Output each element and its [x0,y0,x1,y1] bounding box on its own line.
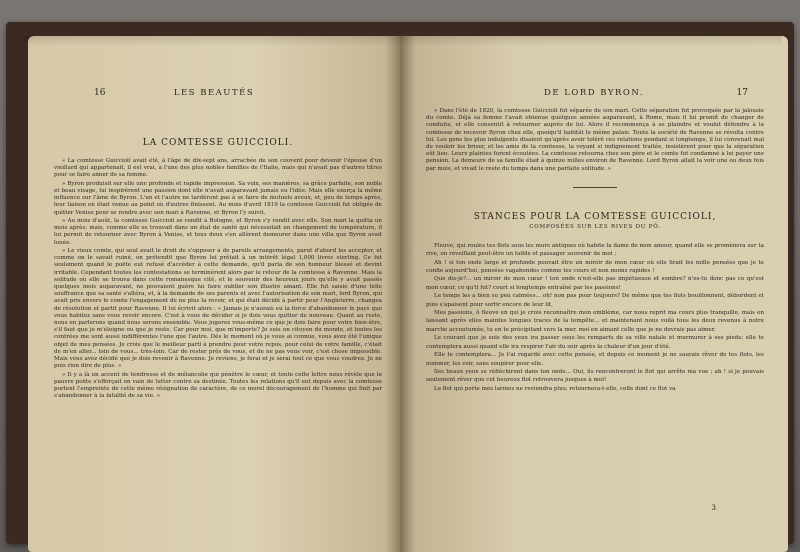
left-paragraph: » Byron produisit sur elle une profonde et rapide impression. Sa voix, ses manières, sa grâce parfaite, son noble et beau visage, lui inspirèrent une passion dont elle n'avait auparavant jamais eu l'idée. Mais elle exerça la même influence sur l'âme de Byron. L'un et l'autre ne tardèrent pas à se faire de mutuels aveux, et, peu de temps après, leur liaison en était venue au point où d'autres finissent. Au mois d'avril 1819 la comtesse Guiccioli fut obligée de quitter Venise pour se rendre avec son mari à Ravenne, et Byron l'y suivit. [54,180,382,216]
poem-stanza: Mes passions, ô fleuve en qui je crois reconnaître mon emblème, car nous reprit ma cours plus tranquille, mais en laissant après elles maintes longues traces de la tempête... et maintenant nous voilà tous les deux revenus à notre marche accoutumée, tu en te précipitant vers la mer, moi en aimant celle que je ne devrais pas aimer. [426,310,764,333]
left-text-body [54,158,382,400]
poem-stanza: Fleuve, qui roules tes flots sous les murs antiques où habite la dame de mon amour, quand elle se promènera sur ta rive, en réveillant peut-être un faible et passager souvenir de moi ; [426,242,764,258]
poem-stanza: Ah ! si ton onde large et profonde pouvait être un miroir de mon cœur où elle lirait les mille pensées que je te confie aujourd'hui, pensées vagabondes comme tes cours et non moins rapides ! [426,259,764,275]
left-page-number: 16 [94,88,106,98]
poem-subtitle: COMPOSÉES SUR LES RIVES DU PÔ. [529,223,661,230]
left-paragraph: » Il y a là un accent de tendresse et de mélancolie qui pénètre le cœur, et toute cette lettre nous révèle que le pauvre poëte s'efforçait en vain de lutter contre sa destinée. Toutes les relations qu'il eut depuis avec la comtesse portent l'empreinte de cette même résignation de caractère, de ce morel découragement de l'homme qui finit par s'abandonner à la fatalité de sa vie. » [54,371,382,400]
section-divider [573,187,617,188]
right-paragraph: « Dans l'été de 1820, la comtesse Guiccioli fut séparée de son mari. Cette séparation fut provoquée par la jalousie du comte. Déjà sa femme l'avait obtenue quelques années auparavant, à Rome, mais il lui promit de changer de conduite, et elle consentit à retourner auprès de lui. Alors il recommença à se plaindre et voulut défendre à la comtesse de recevoir Byron chez elle, quoiqu'il habitât le même palais. Toute la société de Ravenne se révolta contre lui. Les gens les plus indulgents disaient qu'après avoir toléré ces relations pendant si longtemps, il lui convenait mal de vouloir les briser, et les amis de la comtesse, la voyant si indignement traitée, insistèrent pour que la séparation eût lieu. Leurs plaintes furent écoutées. La comtesse retourna chez son père et le comte fut condamné à lui payer une pension. La demeure de sa famille était à quinze milles environ de Ravenne. Lord Byron allait la voir une ou deux fois par mois, et vivait le reste du temps dans une parfaite solitude. » [426,108,764,172]
right-page-number: 17 [736,88,748,98]
chapter-title: LA COMTESSE GUICCIOLI. [142,138,294,148]
left-paragraph: « La comtesse Guiccioli avait été, à l'âge de dix-sept ans, arrachée de son couvent pour devenir l'épouse d'un vieillard qui appartenait, il est vrai, à l'une des plus nobles familles de l'Italie, mais qui n'avait pas d'autres titres pour se faire aimer de sa femme. [54,158,382,179]
left-page [28,36,400,552]
left-paragraph: » Le vieux comte, qui seul avait le droit de s'opposer à de pareils arrangements, parut d'abord les accepter, et comme on le savait ruiné, on prétendit que Byron lui prêtait à un intérêt légal 1,000 livres sterling. Ce fut seulement quand le poëte eut refusé d'accéder à cette demande, qu'il parla de son honneur blessé et devint irritable. Cependant toutes les contestations se terminèrent alors par le retour de la comtesse à Ravenne. Mais la solitude où elle se trouva dans cette romanesque cité, et le souvenir des heureux jours qu'elle y avait passés quelques mois auparavant, ne pouvaient guère lui faire oublier son illustre amant. Elle fut saisie d'une telle souffrance que sa santé s'altéra, et, à la demande de ses parents et avec l'autorisation de son mari, lord Byron, qui avait pris envers le comte l'engagement de ne plus la revoir, et qui était décidé à partir pour l'Angleterre, changea de résolution et partit pour Ravenne. Il lui écrivit alors : « Jamais je n'aurais eu la force d'abandonner le pays que vous habitez sans vous revoir encore. C'est à vous de décider si je dois vous quitter de nouveau. Quant au reste, nous en parlerons quand nous serons ensemble. Vous jugerez vous-même ce que je dois faire pour votre bien-être, s'il faut que je m'éloigne ou que je reste. Car pour moi, que m'importe? Je suis un citoyen du monde, et toutes les contrées me sont aussi indifférentes l'une que l'autre. Dès le moment où je vous ai connue, vous avez été l'unique objet de mes pensées. Je crois que le meilleur parti à prendre pour votre repos, pour celui de votre famille, c'était de m'en aller... loin de vous... très-loin. Car de rester près de vous, et de ne pas vous voir, c'est chose impossible. Mais vous avez décidé que je dois revenir à Ravenne. Je reviens, je ferai et je serai tout ce que vous voudrez. Je ne puis rien dire de plus. » [54,248,382,370]
right-page [400,36,788,552]
book-cover [6,22,794,544]
left-paragraph: » Au mois d'août, la comtesse Guiccioli se rendit à Bologne, et Byron s'y rendit avec elle. Son mari la quitta un mois après; mais, comme elle se trouvait dans un état de santé qui nécessitait un changement de température, il lui permit de retourner avec Byron à Venise, et tous deux s'en allèrent demeurer dans une villa que Byron avait louée. [54,218,382,246]
signature-mark: 3 [711,504,716,512]
page-top-shadow [22,36,782,46]
poem-stanza: Elle te contemplera... Je t'ai regardé avec cette pensée, et depuis ce moment je ne saurais rêver de tes flots, les nommer, les voir, sans soupirer pour elle. [426,352,764,367]
poem-title: STANCES POUR LA COMTESSE GUICCIOLI, [473,211,717,222]
poem-stanza: Le courant que je suis des yeux ira passer sous les remparts de sa ville natale et murmurer à ses pieds; elle te contemplera aussi quand elle ira respirer l'air du soir après la chaleur d'un jour d'été. [426,335,764,350]
left-running-head: LES BEAUTÉS [173,88,255,98]
poem-stanza: Le flot qui porte mes larmes ne reviendra plus; retournera-t-elle, celle dont ce flot va [434,385,676,392]
poem-stanza: Le temps les a bien su peu calmées... oh! non pas pour toujours? De même que tes flots bouillonnent, débordent et puis s'apaisent pour sortir encore de leur lit, [426,293,764,308]
right-running-head: DE LORD BYRON. [544,88,644,98]
poem-stanza: Que dis-je?... un miroir de mon cœur ! ton onde n'est-elle pas impétueuse et sombre? n'es-tu donc pas ce qu'est mon cœur, ce qu'il fut? court si longtemps entraîné par les passions! [426,276,764,291]
poem-stanza: Ses beaux yeux se réfléchiront dans ton onde... Oui, ils rencontreront le flot qui arrête ma vue ; ah ! si je pouvais seulement rêver que cet heureux flot retrouvera jusques à moi! [426,368,764,384]
poem-body [426,242,764,393]
right-text-body [426,108,764,173]
